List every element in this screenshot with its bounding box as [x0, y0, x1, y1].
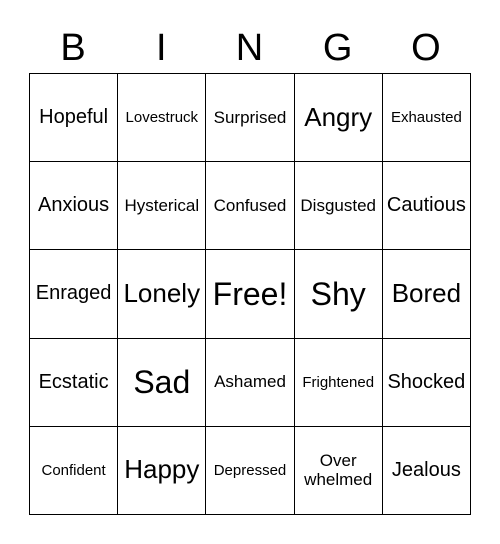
header-letter-i: I — [156, 27, 167, 69]
bingo-cell[interactable]: Bored — [383, 250, 471, 338]
free-space-cell[interactable]: Free! — [206, 250, 294, 338]
bingo-cell[interactable]: Disgusted — [295, 162, 383, 250]
bingo-cell[interactable]: Shy — [295, 250, 383, 338]
bingo-board — [29, 73, 471, 515]
bingo-cell[interactable]: Ashamed — [206, 339, 294, 427]
bingo-cell[interactable]: Angry — [295, 74, 383, 162]
header-letter-n: N — [235, 27, 264, 69]
bingo-header — [29, 22, 470, 74]
bingo-cell[interactable]: Ecstatic — [30, 339, 118, 427]
bingo-cell[interactable]: Confident — [30, 427, 118, 515]
bingo-cell[interactable]: Surprised — [206, 74, 294, 162]
bingo-cell[interactable]: Shocked — [383, 339, 471, 427]
bingo-cell[interactable]: Lonely — [118, 250, 206, 338]
bingo-cell[interactable]: Enraged — [30, 250, 118, 338]
bingo-cell[interactable]: Hysterical — [118, 162, 206, 250]
bingo-cell[interactable]: Anxious — [30, 162, 118, 250]
bingo-cell[interactable]: Sad — [118, 339, 206, 427]
bingo-cell[interactable]: Frightened — [295, 339, 383, 427]
bingo-cell[interactable]: Lovestruck — [118, 74, 206, 162]
bingo-cell[interactable]: Depressed — [206, 427, 294, 515]
header-letter-o: O — [411, 27, 441, 69]
bingo-cell[interactable]: Cautious — [383, 162, 471, 250]
bingo-cell[interactable]: Jealous — [383, 427, 471, 515]
bingo-cell[interactable]: Happy — [118, 427, 206, 515]
bingo-cell[interactable]: Confused — [206, 162, 294, 250]
header-letter-g: G — [322, 27, 353, 69]
bingo-cell[interactable]: Over whelmed — [295, 427, 383, 515]
header-letter-b: B — [60, 27, 86, 69]
bingo-cell[interactable]: Hopeful — [30, 74, 118, 162]
bingo-cell[interactable]: Exhausted — [383, 74, 471, 162]
